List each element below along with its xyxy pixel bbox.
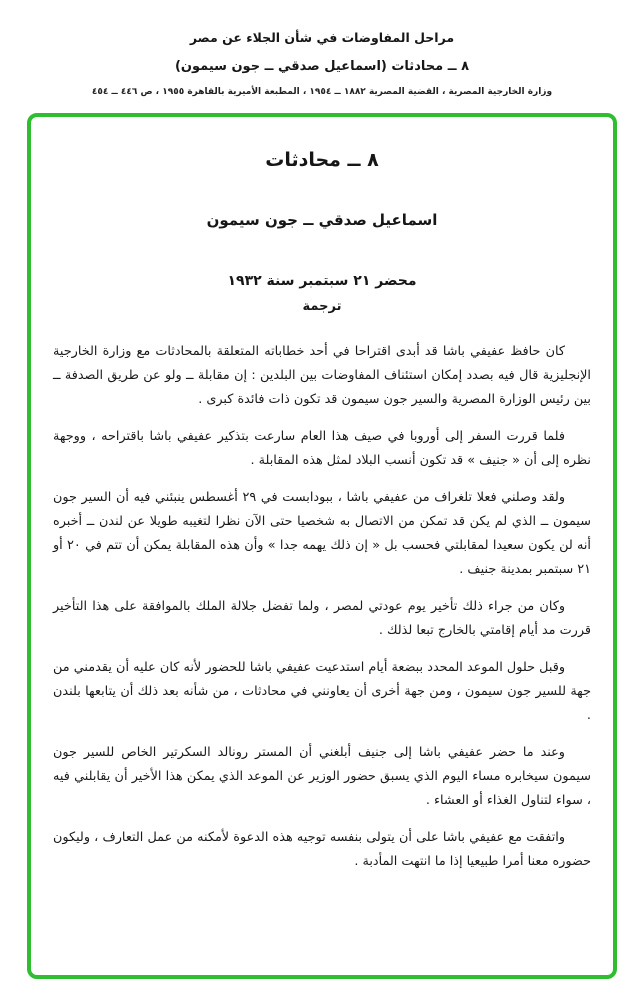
- paragraph: كان حافظ عفيفي باشا قد أبدى اقتراحا في أحد خطاباته المتعلقة بالمحادثات مع وزارة الخارجية الإنجليزية قال فيه بصدد إمكان استئناف المفاوضات بين البلدين : إن مقابلة ــ ولو عن طريق الصدفة ــ بين رئيس الوزارة المصرية والسير جون سيمون قد تكون ذات فائدة كبرى .: [53, 344, 591, 407]
- paragraph: فلما قررت السفر إلى أوروبا في صيف هذا العام سارعت بتذكير عفيفي باشا باقتراحه ، ووجهة نظره إلى أن « جنيف » قد تكون أنسب البلاد لمثل هذه المقابلة .: [53, 429, 591, 468]
- minutes-date-heading: محضر ٢١ سبتمبر سنة ١٩٣٢: [227, 273, 417, 289]
- paragraph: وعند ما حضر عفيفي باشا إلى جنيف أبلغني أن المستر رونالد السكرتير الخاص للسير جون سيمون سيخابره مساء اليوم الذي يسبق حضور الوزير عن الموعد الذي يمكن هذا الأخير أن يقابلني فيه ، سواء لتناول الغذاء أو العشاء .: [53, 745, 591, 808]
- header-source-citation: وزارة الخارجية المصرية ، القضية المصرية ١٨٨٢ ــ ١٩٥٤ ، المطبعة الأميرية بالقاهرة ١٩٥٥ ، ص ٤٤٦ ــ ٤٥٤: [91, 87, 553, 97]
- paragraph: ولقد وصلني فعلا تلغراف من عفيفي باشا ، ببودابست في ٢٩ أغسطس ينبئني فيه أن السير جون سيمون ــ الذي لم يكن قد تمكن من الاتصال به شخصيا حتى الآن نظرا لتغيبه طويلا عن لندن ــ أخبره أنه لن يكون سعيدا لمقابلتي فحسب بل « إن ذلك يهمه جدا » وأن هذه المقابلة يمكن أن تتم في ٢٠ أو ٢١ سبتمبر بمدينة جنيف .: [53, 490, 591, 577]
- translation-label: ترجمة: [302, 299, 342, 314]
- paragraph: وقبل حلول الموعد المحدد ببضعة أيام استدعيت عفيفي باشا للحضور لأنه كان عليه أن يقدمني من جهة للسير جون سيمون ، ومن جهة أخرى أن يعاونني في محادثات ، من شأنه بعد ذلك أن يتابعها بلندن .: [53, 660, 591, 723]
- header-title: مراحل المفاوضات في شأن الجلاء عن مصر: [189, 30, 455, 45]
- header-subtitle: ٨ ــ محادثات (اسماعيل صدقي ــ جون سيمون): [174, 59, 470, 74]
- document-body: [53, 340, 591, 874]
- document-subtitle: اسماعيل صدقي ــ جون سيمون: [206, 211, 438, 229]
- paragraph: واتفقت مع عفيفي باشا على أن يتولى بنفسه توجيه هذه الدعوة لأمكنه من عمل التعارف ، وليكون حضوره معنا أمرا طبيعيا إذا ما انتهت المأدبة .: [53, 830, 591, 869]
- document-title: ٨ ــ محادثات: [265, 149, 379, 171]
- paragraph: وكان من جراء ذلك تأخير يوم عودتي لمصر ، ولما تفضل جلالة الملك بالموافقة على هذا التأخير قررت مد أيام إقامتي بالخارج تبعا لذلك .: [53, 599, 591, 638]
- document-frame: [27, 113, 617, 979]
- page-header: [0, 0, 644, 97]
